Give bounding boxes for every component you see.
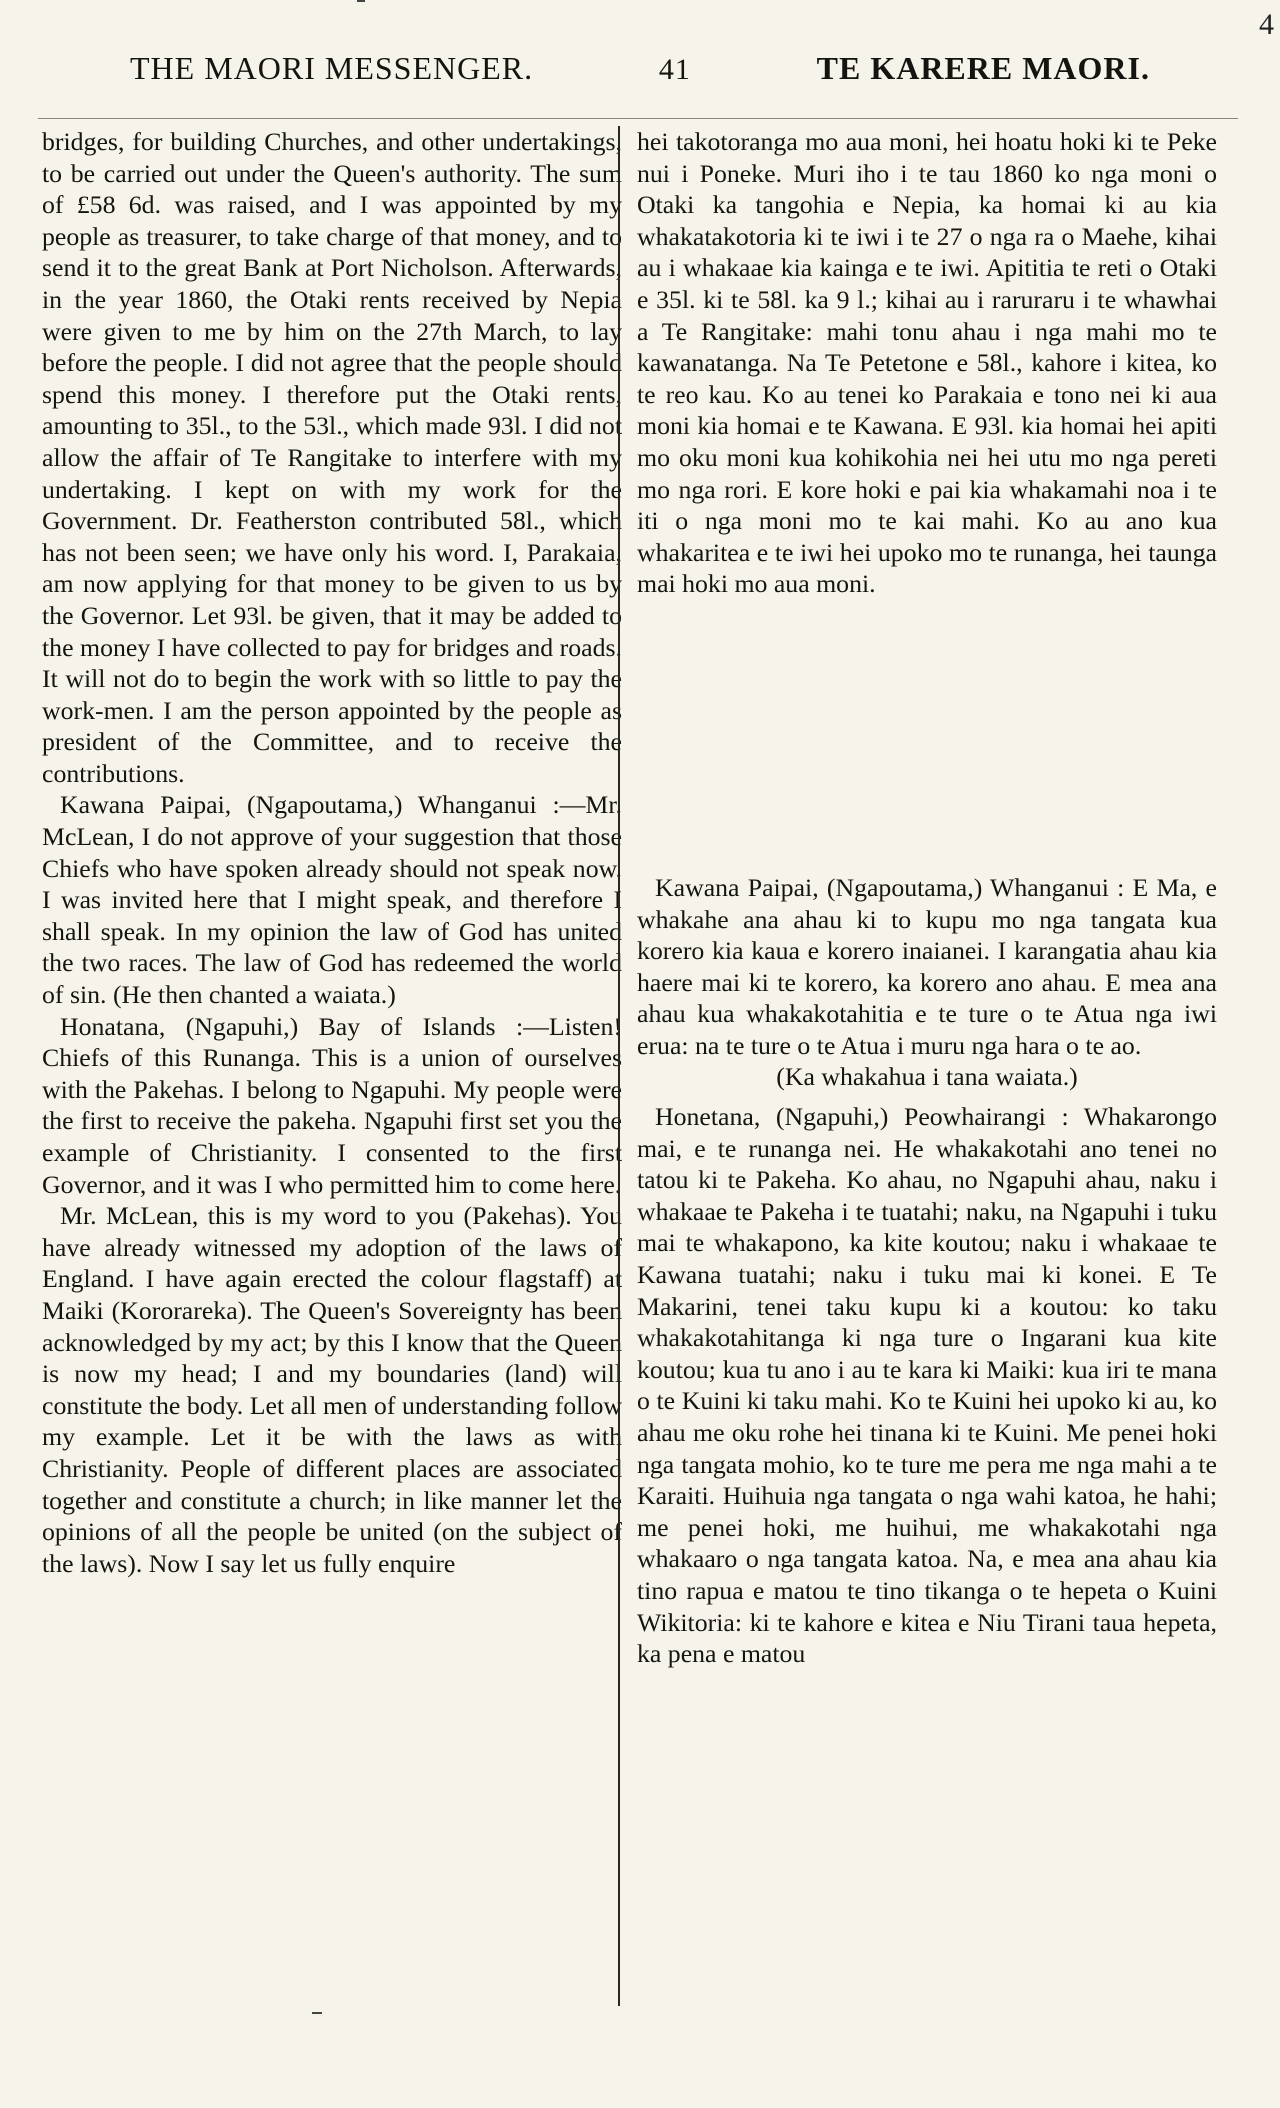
corner-page-mark: 4: [1259, 8, 1274, 41]
column-gap: [637, 600, 1217, 872]
page-number: 41: [658, 53, 691, 86]
english-paragraph-mclean: Mr. McLean, this is my word to you (Pakehas). You have already witnessed my adoption of the laws of England. I have again erected the colour flagstaff) at Maiki (Kororareka). The Queen's Sovereignty has been acknowledged by my act; by this I know that the Queen is now my head; I and my boundaries (land) will constitute the body. Let all men of understanding follow my example. Let it be with the laws as with Christianity. People of different places are associated together and constitute a church; in like manner let the opinions of all the people be united (on the subject of the laws). Now I say let us fully enquire: [42, 1201, 622, 1578]
english-paragraph-kawana-paipai: Kawana Paipai, (Ngapoutama,) Whanganui :—Mr. McLean, I do not approve of your suggestion that those Chiefs who have spoken already should not speak now. I was invited here that I might speak, and therefore I shall speak. In my opinion the law of God has united the two races. The law of God has redeemed the world of sin. (He then chanted a waiata.): [42, 790, 622, 1010]
maori-masthead: TE KARERE MAORI.: [816, 50, 1150, 86]
english-paragraph-parakaia: bridges, for building Churches, and other undertakings, to be carried out under the Queen's authority. The sum of £58 6d. was raised, and I was appointed by my people as treasurer, to take charge of that money, and to send it to the great Bank at Port Nicholson. Afterwards, in the year 1860, the Otaki rents received by Nepia were given to me by him on the 27th March, to lay before the people. I did not agree that the people should spend this money. I therefore put the Otaki rents, amounting to 35l., to the 53l., which made 93l. I did not allow the affair of Te Rangitake to interfere with my undertaking. I kept on with my work for the Government. Dr. Featherston contributed 58l., which has not been seen; we have only his word. I, Parakaia, am now applying for that money to be given to us by the Governor. Let 93l. be given, that it may be added to the money I have collected to pay for bridges and roads. It will not do to begin the work with so little to pay the work-men. I am the person appointed by the people as president of the Committee, and to receive the contributions.: [42, 127, 622, 788]
header-rule: [38, 118, 1238, 119]
maori-waiata-note: (Ka whakahua i tana waiata.): [776, 1062, 1078, 1092]
maori-paragraph-kawana-paipai: Kawana Paipai, (Ngapoutama,) Whanganui : E Ma, e whakahe ana ahau ki to kupu mo nga tangata kua korero kia kaua e korero inaianei. I karangatia ahau kia haere mai ki te korero, ka korero ano ahau. E mea ana ahau kua whakakotahitia e te ture o te Atua nga iwi erua: na te ture o te Atua i muru nga hara o te ao.: [637, 872, 1217, 1060]
maori-column: [637, 126, 1217, 1670]
maori-paragraph-parakaia: hei takotoranga mo aua moni, hei hoatu hoki ki te Peke nui i Poneke. Muri iho i te tau 1860 ko nga moni o Otaki ka tangohia e Nepia, ka homai ki au kia whakatakotoria ki te iwi i te 27 o nga ra o Maehe, kihai au i whakaae kia kainga e te iwi. Apititia te reti o Otaki e 35l. ki te 58l. ka 9 l.; kihai au i raruraru i te whawhai a Te Rangitake: mahi tonu ahau i nga mahi mo te kawanatanga. Na Te Petetone e 58l., kahore i kitea, ko te reo kau. Ko au tenei ko Parakaia e tono nei ki aua moni kia homai e te Kawana. E 93l. kia homai hei apiti mo oku moni kua kohikohia nei hei utu mo nga pereti mo nga rori. E kore hoki e pai kia whakamahi noa i te iti o nga moni mo te kai mahi. Ko au ano kua whakaritea e te iwi hei upoko mo te runanga, hei taunga mai hoki mo aua moni.: [637, 127, 1217, 599]
footer-scan-mark: [312, 2012, 322, 2014]
top-scan-mark: [357, 0, 365, 2]
running-header: [130, 50, 1150, 100]
column-divider: [618, 126, 620, 2006]
english-paragraph-honatana: Honatana, (Ngapuhi,) Bay of Islands :—Listen! Chiefs of this Runanga. This is a union of ourselves with the Pakehas. I belong to Ngapuhi. My people were the first to receive the pakeha. Ngapuhi first set you the example of Christianity. I consented to the first Governor, and it was I who permitted him to come here.: [42, 1011, 622, 1199]
english-masthead: THE MAORI MESSENGER.: [130, 50, 534, 86]
english-column: [42, 126, 622, 1579]
maori-paragraph-honetana: Honetana, (Ngapuhi,) Peowhairangi : Whakarongo mai, e te runanga nei. He whakakotahi ano tenei no tatou ki te Pakeha. Ko ahau, no Ngapuhi ahau, naku i whakaae te Pakeha i te tuatahi; naku, na Ngapuhi i tuku mai te whakapono, ka kite koutou; naku i whakaae te Kawana tuatahi; naku i tuku mai ki konei. E Te Makarini, tenei taku kupu ki a koutou: ko taku whakakotahitanga ki nga ture o Ingarani kua kite koutou; kua tu ano i au te kara ki Maiki: kua iri te mana o te Kuini ki taku mahi. Ko te Kuini hei upoko ki au, ko ahau me oku rohe hei tinana ki te Kuini. Me penei hoki nga tangata mohio, ko te ture me pera me nga mahi a te Karaiti. Huihuia nga tangata o nga wahi katoa, he hahi; me penei hoki, me huihui, me whakakotahi nga whakaaro o nga tangata katoa. Na, e mea ana ahau kia tino rapua e matou te tino tikanga o te hepeta o Kuini Wikitoria: ki te kahore e kitea e Niu Tirani taua hepeta, ka pena e matou: [637, 1102, 1217, 1669]
